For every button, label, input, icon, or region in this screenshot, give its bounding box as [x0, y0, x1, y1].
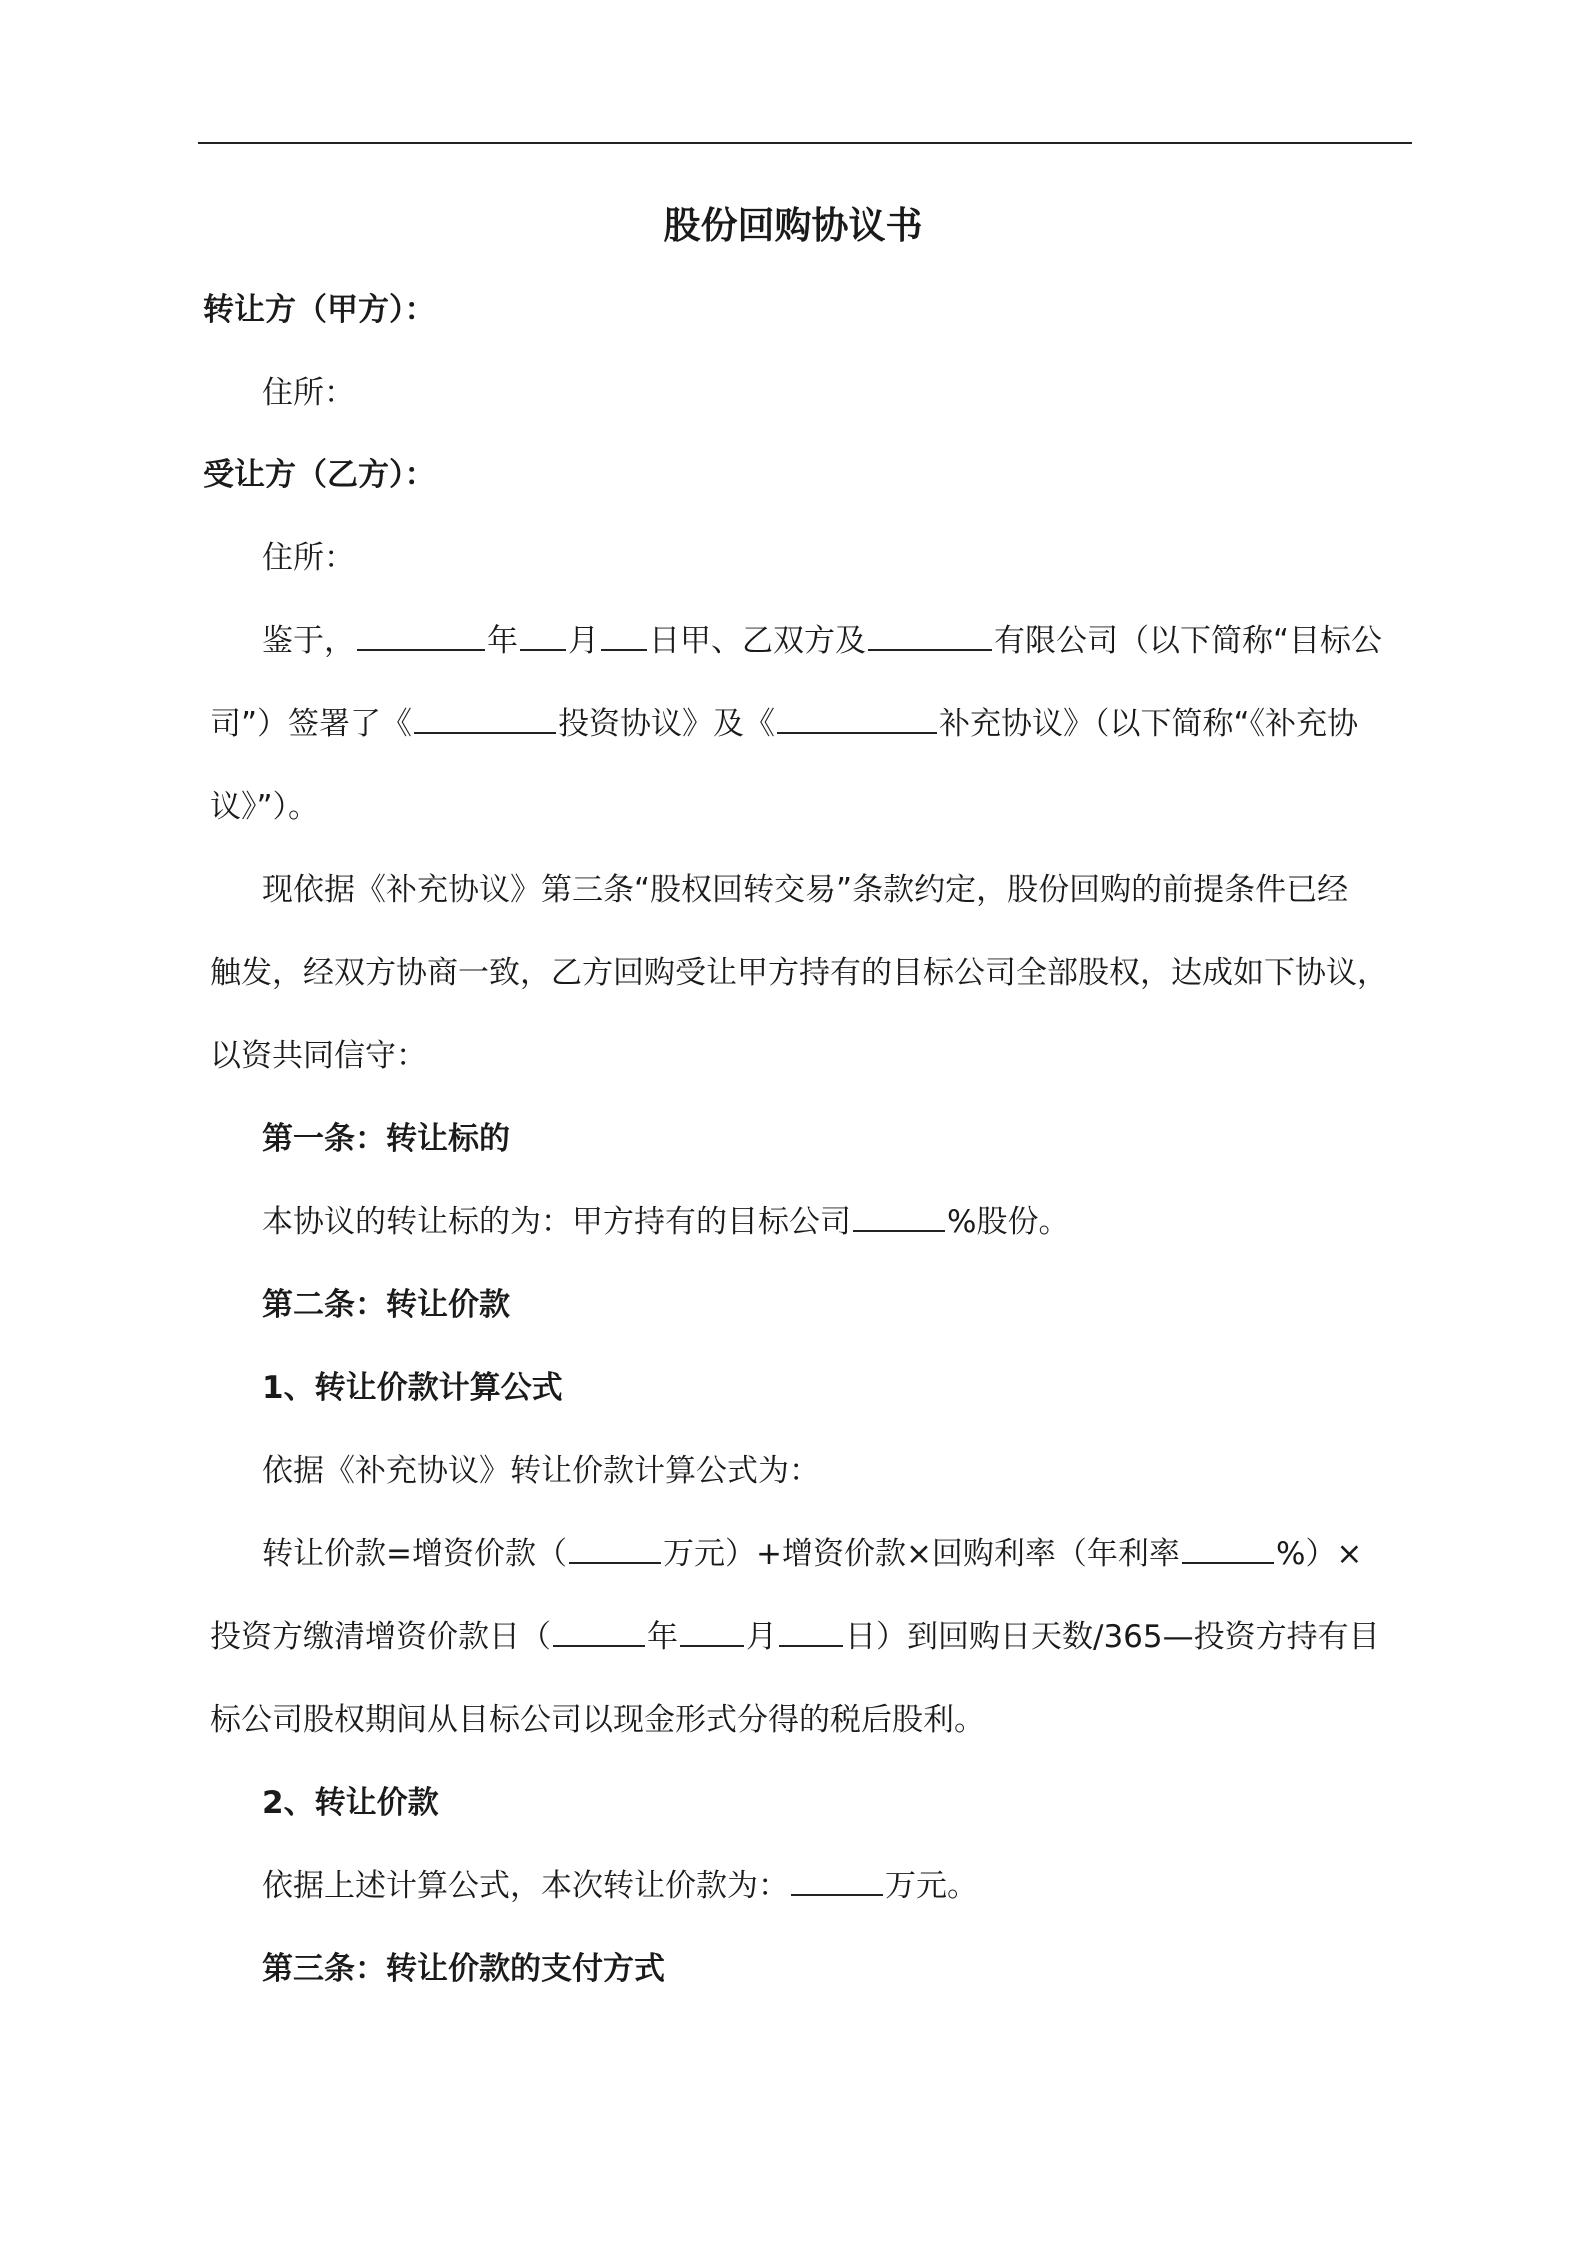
- transfer-price-blank[interactable]: [791, 1864, 883, 1896]
- basis-line-2: 触发，经双方协商一致，乙方回购受让甲方持有的目标公司全部股权，达成如下协议，: [210, 955, 1388, 991]
- payment-year-blank[interactable]: [553, 1615, 645, 1647]
- share-percent-blank[interactable]: [853, 1200, 945, 1232]
- formula-text: 万元）+增资价款×回购利率（年利率: [662, 1536, 1180, 1572]
- recital-text: 年: [487, 623, 518, 659]
- formula-text: %）×: [1275, 1536, 1363, 1572]
- article-1-text: [0, 1200, 1586, 1244]
- formula-line-3: 标公司股权期间从目标公司以现金形式分得的税后股利。: [210, 1702, 985, 1738]
- payment-month-blank[interactable]: [680, 1615, 744, 1647]
- party-a-label: 转让方（甲方）：: [203, 292, 436, 328]
- basis-line-1: 现依据《补充协议》第三条“股权回转交易”条款约定，股份回购的前提条件已经: [262, 872, 1349, 908]
- formula-text: 年: [647, 1619, 678, 1655]
- date-year-blank[interactable]: [357, 619, 485, 651]
- party-b-label: 受让方（乙方）：: [203, 457, 436, 493]
- recital-text: 司”）签署了《: [210, 706, 413, 742]
- recital-line-3: 议》”）。: [210, 789, 320, 825]
- recital-text: 投资协议》及《: [558, 706, 776, 742]
- formula-intro: 依据《补充协议》转让价款计算公式为：: [262, 1453, 820, 1489]
- formula-line-1: [0, 1532, 1586, 1576]
- recital-text: 日甲、乙双方及: [649, 623, 866, 659]
- capital-increase-amount-blank[interactable]: [569, 1532, 661, 1564]
- basis-line-3: 以资共同信守：: [210, 1038, 427, 1074]
- payment-day-blank[interactable]: [779, 1615, 843, 1647]
- formula-text: 转让价款=增资价款（: [262, 1536, 567, 1572]
- date-month-blank[interactable]: [520, 619, 566, 651]
- recital-line-1: [0, 619, 1586, 663]
- formula-text: 日）到回购日天数/365—投资方持有目: [845, 1619, 1380, 1655]
- supplementary-agreement-blank[interactable]: [777, 702, 937, 734]
- formula-text: 投资方缴清增资价款日（: [210, 1619, 551, 1655]
- article-2-heading: 第二条：转让价款: [262, 1287, 510, 1323]
- formula-line-2: [0, 1615, 1586, 1659]
- recital-line-2: [0, 702, 1586, 746]
- transfer-price-text: 依据上述计算公式，本次转让价款为：: [262, 1868, 789, 1904]
- article-1-text-part: %股份。: [947, 1204, 1070, 1240]
- article-3-heading: 第三条：转让价款的支付方式: [262, 1951, 665, 1987]
- document-title: 股份回购协议书: [663, 204, 923, 247]
- transfer-price-text: 万元。: [885, 1868, 978, 1904]
- article-1-text-part: 本协议的转让标的为：甲方持有的目标公司: [262, 1204, 851, 1240]
- article-2-sub1-heading: 1、转让价款计算公式: [262, 1370, 563, 1406]
- header-rule: [198, 142, 1412, 144]
- recital-text: 补充协议》（以下简称“《补充协: [939, 706, 1359, 742]
- party-a-address: 住所：: [262, 375, 355, 411]
- transfer-price-line: [0, 1864, 1586, 1908]
- recital-text: 鉴于，: [262, 623, 355, 659]
- article-2-sub2-heading: 2、转让价款: [262, 1785, 439, 1821]
- article-1-heading: 第一条：转让标的: [262, 1121, 510, 1157]
- company-name-blank[interactable]: [868, 619, 992, 651]
- recital-text: 月: [568, 623, 599, 659]
- date-day-blank[interactable]: [601, 619, 647, 651]
- investment-agreement-blank[interactable]: [414, 702, 556, 734]
- party-b-address: 住所：: [262, 540, 355, 576]
- annual-rate-blank[interactable]: [1182, 1532, 1274, 1564]
- recital-text: 有限公司（以下简称“目标公: [994, 623, 1383, 659]
- formula-text: 月: [746, 1619, 777, 1655]
